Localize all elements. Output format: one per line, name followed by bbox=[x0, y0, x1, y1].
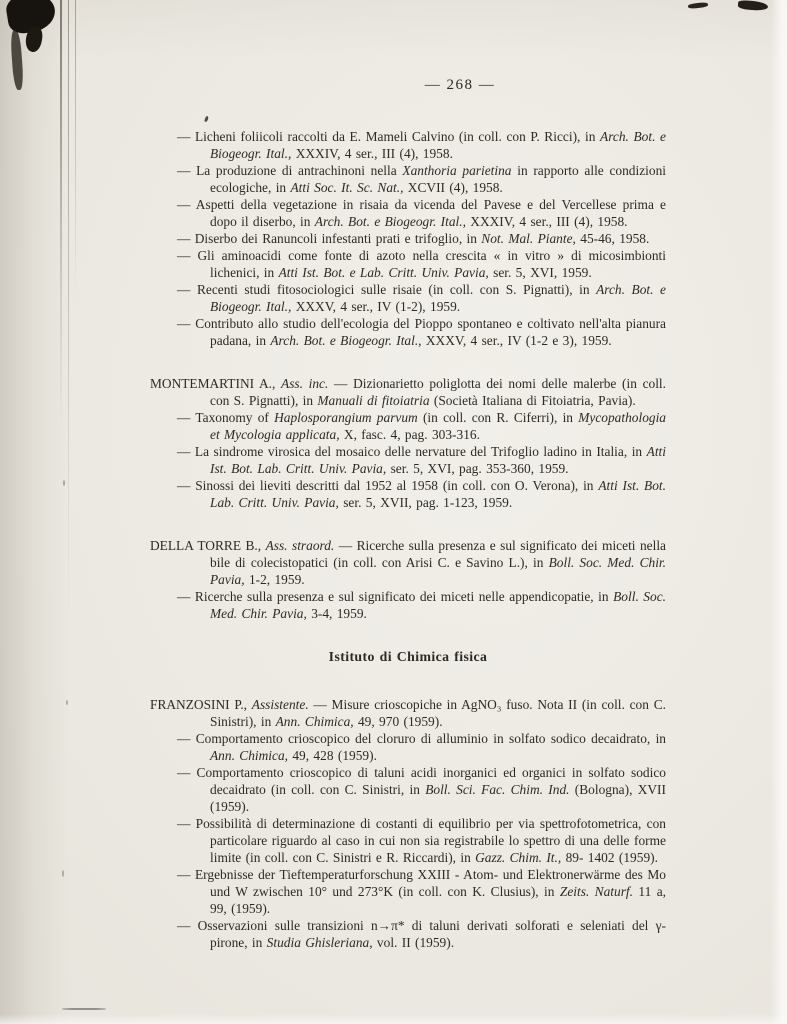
bibliography-section bbox=[150, 128, 666, 349]
bibliography-entry bbox=[150, 588, 666, 622]
journal-title: Zeits. Naturf. bbox=[559, 884, 634, 899]
entry-text: — Ricerche sulla presenza e sul significato dei miceti nella bile di colecistopatici (in coll. con Arisi C. e Savino L.), in bbox=[210, 538, 667, 570]
top-right-mark-artifact bbox=[738, 0, 769, 11]
entry-text: XXXIV, 4 ser., III (4), 1958. bbox=[291, 146, 453, 161]
journal-title: Atti Ist. Bot. Lab. Critt. Univ. Pavia, bbox=[210, 478, 666, 510]
entry-text: XCVII (4), 1958. bbox=[403, 180, 503, 195]
journal-title: Atti Ist. Bot. Lab. Critt. Univ. Pavia, bbox=[210, 444, 666, 476]
journal-title: Arch. Bot. e Biogeogr. Ital., bbox=[210, 282, 666, 314]
page-number: — 268 — bbox=[424, 77, 496, 93]
entry-text: (in coll. con R. Ciferri), in bbox=[417, 410, 579, 425]
bibliography-entry bbox=[150, 230, 666, 247]
bibliography-entry bbox=[150, 315, 666, 349]
entry-text: XXXV, 4 ser., IV (1-2), 1959. bbox=[291, 299, 461, 314]
bibliography-entry bbox=[150, 537, 666, 588]
bibliography-entry bbox=[150, 730, 666, 764]
entry-text: — Contributo allo studio dell'ecologia del Pioppo spontaneo e coltivato nell'alta pianura padana, in bbox=[177, 316, 666, 348]
entry-text: — Dizionarietto poliglotta dei nomi delle malerbe (in coll. con S. Pignatti), in bbox=[210, 376, 666, 408]
journal-title: Boll. Soc. Med. Chir. Pavia, bbox=[210, 589, 666, 621]
entry-text: 49, 970 (1959). bbox=[353, 714, 443, 729]
entry-text: XXXIV, 4 ser., III (4), 1958. bbox=[465, 214, 628, 229]
bibliography-section bbox=[150, 537, 666, 622]
bibliography-entry bbox=[150, 477, 666, 511]
bibliography-entry bbox=[150, 443, 666, 477]
entry-text: — Aspetti della vegetazione in risaia da vicenda del Pavese e del Vercellese prima e dopo il diserbo, in bbox=[177, 197, 666, 229]
entry-text: 89- 1402 (1959). bbox=[561, 850, 658, 865]
dust-speck-artifact bbox=[66, 700, 68, 705]
bibliography-entry bbox=[150, 866, 666, 917]
bibliography-entry bbox=[150, 162, 666, 196]
bibliography-section bbox=[150, 648, 666, 951]
entry-text: (Società Italiana di Fitoiatria, Pavia). bbox=[429, 393, 636, 408]
bibliography-entry bbox=[150, 247, 666, 281]
entry-text: — Ricerche sulla presenza e sul significato dei miceti nelle appendicopatie, in bbox=[177, 589, 614, 604]
entry-text: — Osservazioni sulle transizioni n→π* di taluni derivati solforati e seleniati del γ-pirone, in bbox=[177, 918, 666, 950]
journal-title: Atti Soc. It. Sc. Nat., bbox=[290, 180, 404, 195]
entry-text: XXXV, 4 ser., IV (1-2 e 3), 1959. bbox=[421, 333, 612, 348]
journal-title: Haplosporangium parvum bbox=[274, 410, 418, 425]
entry-text: — Ergebnisse der Tieftemperaturforschung XXIII - Atom- und Elektronerwärme des Mo und W zwischen 10° und 273°K (in coll. con K. Clusius), in bbox=[177, 867, 666, 899]
journal-title: Boll. Sci. Fac. Chim. Ind. bbox=[425, 782, 570, 797]
scan-edge bbox=[0, 1014, 787, 1024]
journal-title: Ass. inc. bbox=[281, 376, 329, 391]
entry-text: (Bologna), XVII (1959). bbox=[210, 782, 666, 814]
entry-text: — Comportamento crioscopico del cloruro di alluminio in solfato sodico decaidrato, in bbox=[177, 731, 666, 746]
binding-scratch-artifact bbox=[75, 0, 76, 300]
bibliography-section bbox=[150, 375, 666, 511]
bottom-left-mark-artifact bbox=[62, 1008, 106, 1010]
entry-text: — Recenti studi fitosociologici sulle risaie (in coll. con S. Pignatti), in bbox=[177, 282, 597, 297]
entry-text: — Gli aminoacidi come fonte di azoto nella crescita « in vitro » di micosimbionti lichenici, in bbox=[177, 248, 666, 280]
bibliography-entry bbox=[150, 917, 666, 951]
journal-title: Arch. Bot. e Biogeogr. Ital., bbox=[314, 214, 466, 229]
entry-text: — Misure crioscopiche in AgNO₃ fuso. Nota II (in coll. con C. Sinistri), in bbox=[210, 697, 666, 729]
bibliography-entry bbox=[150, 409, 666, 443]
bibliography-entry bbox=[150, 128, 666, 162]
journal-title: Manuali di fitoiatria bbox=[317, 393, 430, 408]
entry-text: — Possibilità di determinazione di costanti di equilibrio per via spettrofotometrica, con particolare riguardo al caso in cui non sia registrabile lo spettro di una delle forme limite (in coll. con C. Sinistri e R. Riccardi), in bbox=[177, 816, 666, 865]
entry-text: ser. 5, XVII, pag. 1-123, 1959. bbox=[338, 495, 513, 510]
bibliography-entry bbox=[150, 815, 666, 866]
section-heading: Istituto di Chimica fisica bbox=[328, 649, 488, 664]
entry-text: — La sindrome virosica del mosaico delle nervature del Trifoglio ladino in Italia, in bbox=[177, 444, 647, 459]
scan-edge bbox=[771, 0, 787, 1024]
entry-text: — Taxonomy of bbox=[177, 410, 275, 425]
journal-title: Assistente. bbox=[251, 697, 309, 712]
journal-title: Mycopathologia et Mycologia applicata, bbox=[210, 410, 666, 442]
bibliography-entry bbox=[150, 375, 666, 409]
entry-text: — Comportamento crioscopico di taluni acidi inorganici ed organici in solfato sodico decaidrato (in coll. con C. Sinistri, in bbox=[177, 765, 666, 797]
journal-title: Arch. Bot. e Biogeogr. Ital., bbox=[270, 333, 422, 348]
dust-speck-artifact bbox=[62, 870, 64, 877]
journal-title: Ann. Chimica, bbox=[210, 748, 288, 763]
entry-text: X, fasc. 4, pag. 303-316. bbox=[339, 427, 480, 442]
entry-text: 49, 428 (1959). bbox=[288, 748, 377, 763]
journal-title: Not. Mal. Piante, bbox=[481, 231, 576, 246]
top-right-mark-artifact bbox=[688, 2, 708, 9]
entry-text: DELLA TORRE B., bbox=[150, 538, 266, 553]
journal-title: Xanthoria parietina bbox=[402, 163, 512, 178]
journal-title: Atti Ist. Bot. e Lab. Critt. Univ. Pavia, bbox=[278, 265, 489, 280]
journal-title: Arch. Bot. e Biogeogr. Ital., bbox=[210, 129, 667, 161]
journal-title: Studia Ghisleriana, bbox=[266, 935, 373, 950]
entry-text: in rapporto alle condizioni ecologiche, in bbox=[210, 163, 666, 195]
journal-title: Boll. Soc. Med. Chir. Pavia, bbox=[210, 555, 666, 587]
entry-text: 11 a, 99, (1959). bbox=[210, 884, 667, 916]
entry-text: vol. II (1959). bbox=[372, 935, 455, 950]
journal-title: Ass. straord. bbox=[265, 538, 335, 553]
binding-scratch-artifact bbox=[68, 0, 69, 640]
bibliography bbox=[150, 128, 666, 951]
entry-text: 1-2, 1959. bbox=[244, 572, 305, 587]
entry-text: ser. 5, XVI, pag. 353-360, 1959. bbox=[386, 461, 569, 476]
entry-text: FRANZOSINI P., bbox=[150, 697, 252, 712]
entry-text: 3-4, 1959. bbox=[306, 606, 367, 621]
entry-text: 45-46, 1958. bbox=[575, 231, 650, 246]
entry-text: — La produzione di antrachinoni nella bbox=[177, 163, 403, 178]
stray-ink-mark bbox=[204, 116, 209, 123]
bibliography-entry bbox=[150, 764, 666, 815]
ink-blob-artifact bbox=[10, 30, 24, 91]
entry-text: ser. 5, XVI, 1959. bbox=[488, 265, 592, 280]
entry-text: — Licheni foliicoli raccolti da E. Mameli Calvino (in coll. con P. Ricci), in bbox=[177, 129, 601, 144]
bibliography-entry bbox=[150, 196, 666, 230]
bibliography-entry bbox=[150, 696, 666, 730]
journal-title: Ann. Chimica, bbox=[275, 714, 354, 729]
dust-speck-artifact bbox=[63, 480, 65, 486]
binding-scratch-artifact bbox=[60, 0, 62, 430]
entry-text: — Diserbo dei Ranuncoli infestanti prati e trifoglio, in bbox=[177, 231, 482, 246]
entry-text: MONTEMARTINI A., bbox=[150, 376, 282, 391]
bibliography-entry bbox=[150, 281, 666, 315]
entry-text: — Sinossi dei lieviti descritti dal 1952 al 1958 (in coll. con O. Verona), in bbox=[177, 478, 599, 493]
journal-title: Gazz. Chim. It., bbox=[475, 850, 562, 865]
